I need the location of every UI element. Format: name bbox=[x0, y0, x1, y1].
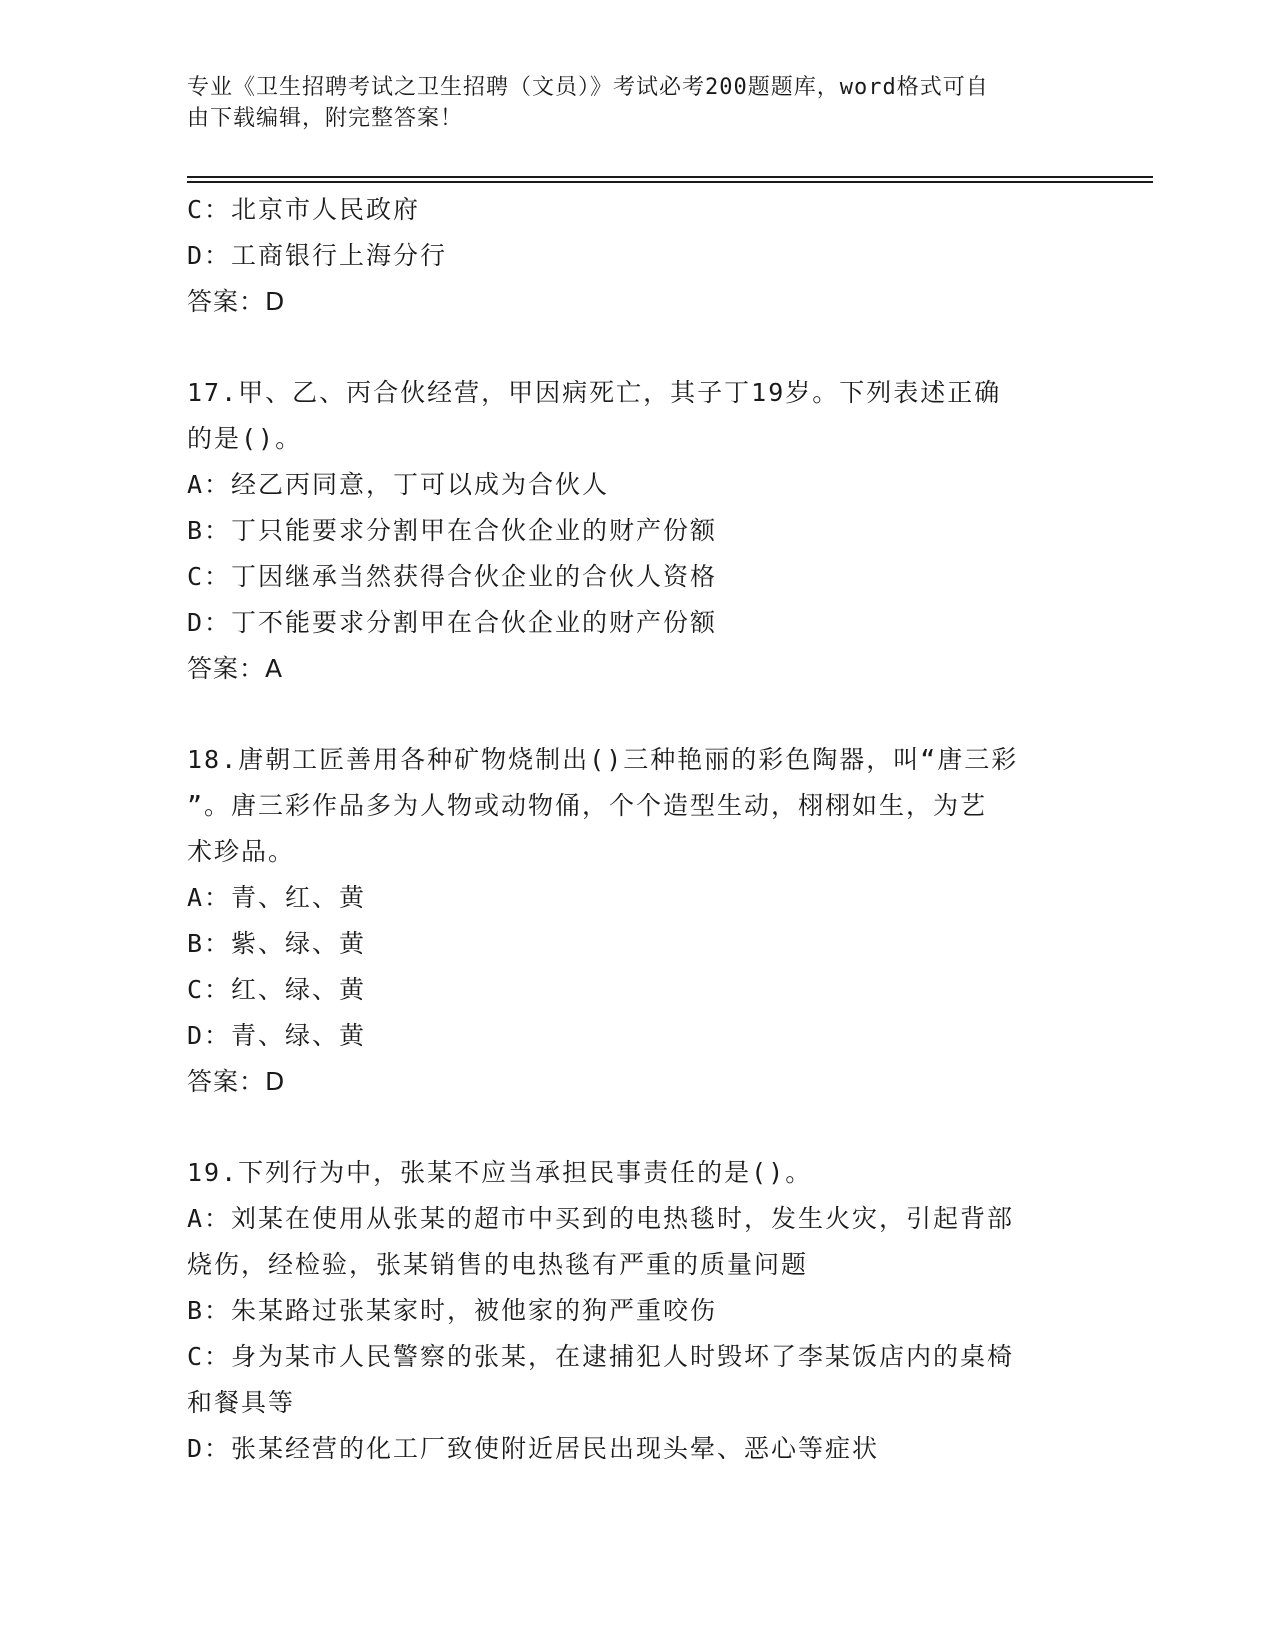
option-b: B：丁只能要求分割甲在合伙企业的财产份额 bbox=[187, 516, 718, 545]
header-divider-bottom bbox=[187, 181, 1153, 183]
question-stem: 18.唐朝工匠善用各种矿物烧制出()三种艳丽的彩色陶器，叫“唐三彩 bbox=[187, 745, 1019, 774]
option-c: C：丁因继承当然获得合伙企业的合伙人资格 bbox=[187, 562, 718, 591]
option-d: D：青、绿、黄 bbox=[187, 1021, 367, 1050]
option-a: A：刘某在使用从张某的超市中买到的电热毯时，发生火灾，引起背部 bbox=[187, 1204, 1015, 1233]
option-c: C：北京市人民政府 bbox=[187, 195, 421, 224]
option-d: D：张某经营的化工厂致使附近居民出现头晕、恶心等症状 bbox=[187, 1434, 880, 1463]
header-divider-top bbox=[187, 176, 1153, 178]
header-line-2: 由下载编辑，附完整答案！ bbox=[187, 106, 464, 131]
spacer bbox=[187, 692, 1067, 737]
answer-line: 答案：D bbox=[187, 1067, 286, 1096]
option-d: D：工商银行上海分行 bbox=[187, 241, 448, 270]
question-stem-cont: 的是()。 bbox=[187, 424, 303, 453]
option-b: B：紫、绿、黄 bbox=[187, 929, 367, 958]
spacer bbox=[187, 1105, 1067, 1150]
answer-line: 答案：D bbox=[187, 287, 286, 316]
document-body bbox=[187, 187, 1067, 1472]
question-stem: 19.下列行为中，张某不应当承担民事责任的是()。 bbox=[187, 1158, 813, 1187]
question-16-tail bbox=[187, 187, 1067, 325]
question-stem: 17.甲、乙、丙合伙经营，甲因病死亡，其子丁19岁。下列表述正确 bbox=[187, 378, 1002, 407]
document-header bbox=[187, 72, 1067, 134]
question-stem-cont: ”。唐三彩作品多为人物或动物俑，个个造型生动，栩栩如生，为艺 bbox=[187, 791, 988, 820]
question-17 bbox=[187, 370, 1067, 692]
option-c: C：红、绿、黄 bbox=[187, 975, 367, 1004]
header-line-1: 专业《卫生招聘考试之卫生招聘（文员）》考试必考200题题库，word格式可自 bbox=[187, 75, 989, 100]
option-c-cont: 和餐具等 bbox=[187, 1388, 296, 1417]
answer-line: 答案：A bbox=[187, 654, 284, 683]
option-b: B：朱某路过张某家时，被他家的狗严重咬伤 bbox=[187, 1296, 718, 1325]
question-stem-cont: 术珍品。 bbox=[187, 837, 296, 866]
option-a: A：经乙丙同意，丁可以成为合伙人 bbox=[187, 470, 610, 499]
question-19 bbox=[187, 1150, 1067, 1472]
option-a: A：青、红、黄 bbox=[187, 883, 367, 912]
option-a-cont: 烧伤，经检验，张某销售的电热毯有严重的质量问题 bbox=[187, 1250, 809, 1279]
question-18 bbox=[187, 737, 1067, 1105]
option-c: C：身为某市人民警察的张某，在逮捕犯人时毁坏了李某饭店内的桌椅 bbox=[187, 1342, 1015, 1371]
spacer bbox=[187, 325, 1067, 370]
option-d: D：丁不能要求分割甲在合伙企业的财产份额 bbox=[187, 608, 718, 637]
